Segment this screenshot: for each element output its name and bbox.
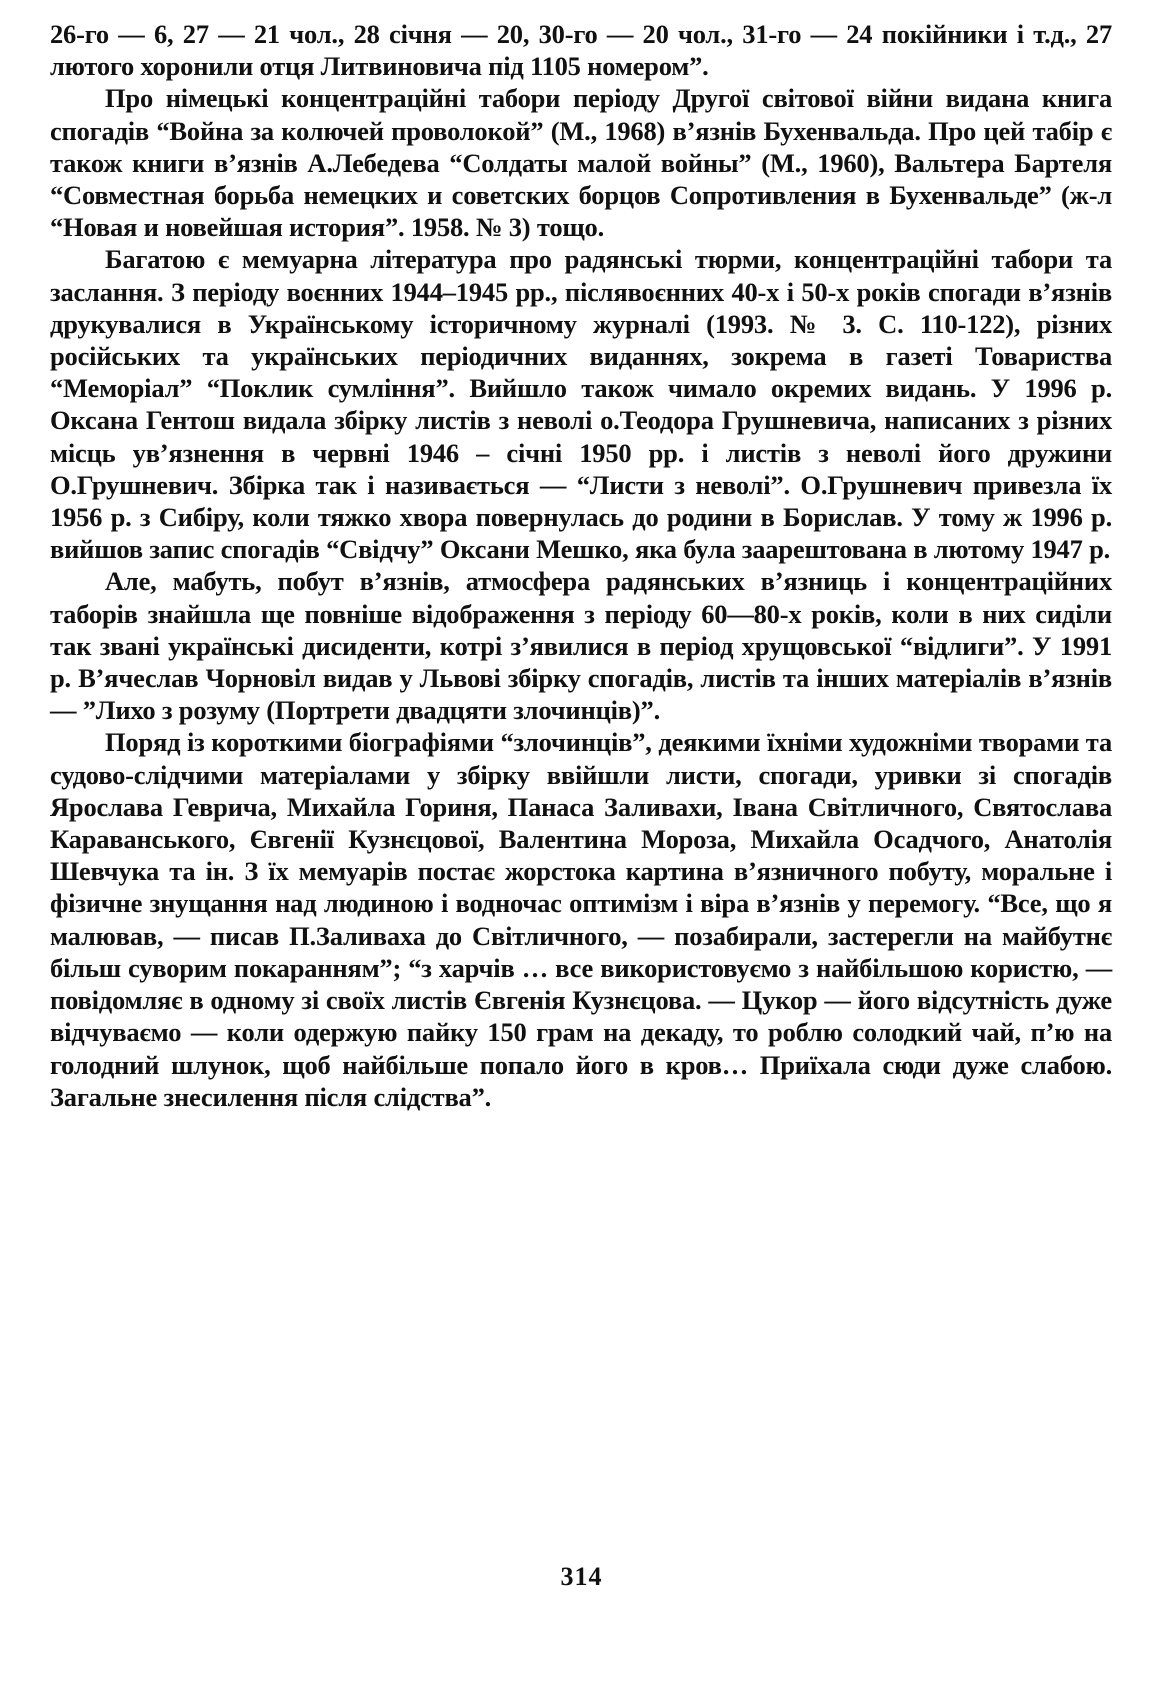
paragraph-memoirs: Поряд із короткими біографіями “злочинців”, деякими їхніми художніми творами та судово-слідчими матеріалами у збірку ввійшли листи, спогади, уривки зі спогадів Ярослава Геврича, Михайла Гориня, Панаса Заливахи, Івана Світличного, Святослава Караванського, Євгенії Кузнєцової, Валентина Мороза, Михайла Осадчого, Анатолія Шевчука та ін. З їх мемуарів постає жорстока картина в’язничного побуту, моральне і фізичне знущання над людиною і водночас оптимізм і віра в’язнів у перемогу. “Все, що я малював, — писав П.Заливаха до Світличного, — позабирали, застерегли на майбутнє більш суворим покаранням”; “з харчів … все використовуємо з найбільшою користю, — повідомляє в одному зі своїх листів Євгенія Кузнєцова. — Цукор — його відсутність дуже відчуваємо — коли одержую пайку 150 грам на декаду, то роблю солодкий чай, п’ю на голодний шлунок, щоб найбільше попало його в кров… Приїхала сюди дуже слабою. Загальне знесилення після слідства”. xyxy=(50,727,1112,1112)
body-text xyxy=(50,18,1112,1113)
paragraph-soviet-prisons: Багатою є мемуарна література про радянські тюрми, концентраційні табори та заслання. З періоду воєнних 1944–1945 рр., післявоєнних 40-х і 50-х років спогади в’язнів друкувалися в Українському історичному журналі (1993. № 3. С. 110-122), різних російських та українських періодичних виданнях, зокрема в газеті Товариства “Меморіал” “Поклик сумління”. Вийшло також чимало окремих видань. У 1996 р. Оксана Гентош видала збірку листів з неволі о.Теодора Грушневича, написаних з різних місць ув’язнення в червні 1946 – січні 1950 рр. і листів з неволі його дружини О.Грушневич. Збірка так і називається — “Листи з неволі”. О.Грушневич привезла їх 1956 р. з Сибіру, коли тяжко хвора повернулась до родини в Борислав. У тому ж 1996 р. вийшов запис спогадів “Свідчу” Оксани Мешко, яка була заарештована в лютому 1947 р. xyxy=(50,244,1112,565)
page-number: 314 xyxy=(560,1562,603,1591)
document-page xyxy=(50,18,1112,1658)
paragraph-german-camps: Про німецькі концентраційні табори періоду Другої світової війни видана книга спогадів “Война за колючей проволокой” (М., 1968) в’язнів Бухенвальда. Про цей табір є також книги в’язнів А.Лебедева “Солдаты малой войны” (М., 1960), Вальтера Бартеля “Совместная борьба немецких и советских борцов Сопротивления в Бухенвальде” (ж-л “Новая и новейшая история”. 1958. № 3) тощо. xyxy=(50,83,1112,243)
paragraph-dissidents: Але, мабуть, побут в’язнів, атмосфера радянських в’язниць і концентраційних таборів знайшла ще повніше відображення з періоду 60—80-х років, коли в них сиділи так звані українські дисиденти, котрі з’явилися в період хрущовської “відлиги”. У 1991 р. В’ячеслав Чорновіл видав у Львові збірку спогадів, листів та інших матеріалів в’язнів — ”Лихо з розуму (Портрети двадцяти злочинців)”. xyxy=(50,566,1112,726)
paragraph-continuation: 26-го — 6, 27 — 21 чол., 28 січня — 20, 30-го — 20 чол., 31-го — 24 покійники і т.д., 27 лютого хоронили отця Литвиновича під 1105 номером”. xyxy=(50,19,1112,82)
